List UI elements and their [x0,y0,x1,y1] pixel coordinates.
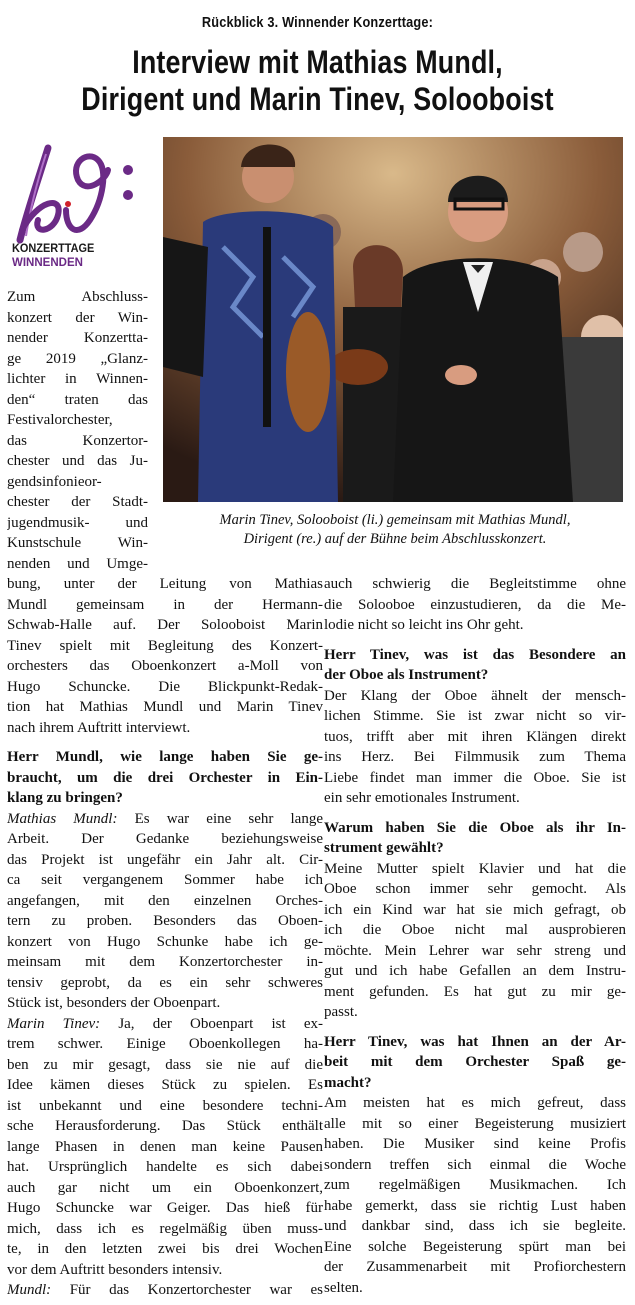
headline-line-1: Interview mit Mathias Mundl, [132,44,503,80]
answer-line: vor dem Auftritt besonders intensiv. [7,1261,223,1278]
answer-line: ich die Oboe nicht mal ausprobieren [324,922,626,938]
body-line: Schwab-Halle auf. Der Solooboist Marin [7,617,323,633]
intro-line: Zum Abschluss- [7,289,148,305]
answer-line: ment gefunden. Es hat gut zu mir ge- [324,983,626,1000]
answer-line: und dankbar sind, dass ich sie begleite. [324,1218,626,1234]
kicker: Rückblick 3. Winnender Konzerttage: [201,14,434,31]
answer-line: Der Klang der Oboe ähnelt der mensch- [324,687,626,704]
intro-line: ge 2019 „Glanz- [7,350,148,367]
answer-line: ben zu mir gesagt, dass sie nie auf die [7,1056,323,1073]
answer-line: Idee kämen dieses Stück zu spielen. Es [7,1077,323,1093]
intro-line: konzert der Win- [7,309,148,326]
answer-line: mich, dass ich es regelmäßig üben muss- [7,1220,323,1237]
intro-line: chester der Stadt- [7,494,148,510]
body-line: lodie nicht so leicht ins Ohr geht. [324,617,524,633]
answer-line: sche Herausforderung. Das Stück enthält [7,1118,323,1134]
speaker-mundl: Mathias Mundl: [7,810,118,827]
intro-line: nenden und Umge- [7,555,148,572]
body-line: bung, unter der Leitung von Mathias [7,576,323,592]
body-line: auch schwierig die Begleitstimme ohne [324,576,626,592]
answer-line: gut und ich habe Gefallen an dem Instru- [324,963,626,979]
answer-line: trem schwer. Einige Oboenkollegen ha- [7,1036,323,1052]
answer-line: möchte. Mein Lehrer war sehr streng und [324,942,626,959]
answer-line: konzert von Hugo Schunke habe ich ge- [7,933,323,950]
caption-line-1: Marin Tinev, Solooboist (li.) gemeinsam mit Mathias Mundl, [219,512,571,528]
intro-line: nender Konzertta- [7,330,148,346]
answer-line: habe gemerkt, dass sie richtig Lust haben [324,1197,626,1214]
answer-line: Eine solche Begeisterung spürt man bei [324,1238,626,1255]
answer-line: ein sehr emotionales Instrument. [324,790,520,806]
intro-line: jugendmusik- und [7,514,148,531]
answer-line: sondern treffen sich einmal die Woche [324,1156,626,1173]
question-line: Herr Tinev, was ist das Besondere an [324,646,626,663]
answer-line: haben. Die Musiker sind keine Profis [324,1136,626,1152]
question-line: Herr Tinev, was hat Ihnen an der Ar- [324,1033,626,1050]
intro-line: chester und das Ju- [7,453,148,469]
question-line: braucht, um die drei Orchester in Ein- [7,769,323,786]
answer-line: meinsam mit dem Konzertorchester in- [7,954,323,970]
intro-line: Festivalorchester, [7,412,113,428]
answer-line: selten. [324,1279,363,1296]
answer-line: passt. [324,1004,358,1020]
answer-line: alle mit so einer Begeisterung musiziert [324,1115,626,1132]
question-line: Herr Mundl, wie lange haben Sie ge- [7,749,323,765]
answer-line: Am meisten hat es mich gefreut, dass [324,1095,626,1111]
question-line: klang zu bringen? [7,790,123,806]
question-1 [7,747,323,809]
answer-line: auch gar nicht um ein Oboenkonzert, [7,1179,323,1196]
caption-line-2: Dirigent (re.) auf der Bühne beim Abschlusskonzert. [243,531,547,547]
body-line: nach ihrem Auftritt interviewt. [7,719,191,736]
answer-text: Es war eine sehr lange [117,810,323,827]
question-line: der Oboe als Instrument? [324,667,489,683]
intro-text [7,287,148,574]
answer-line: tern zu proben. Besonders das Oboen- [7,913,323,929]
answer-line: lange Phasen in denen man keine Pausen [7,1138,323,1155]
answer-line: lichen Stimme. Sie ist zwar nicht so vir- [324,708,626,724]
answer-text: Ja, der Oboenpart ist ex- [100,1015,323,1032]
question-2 [324,645,626,686]
speaker-mundl-short: Mundl: [7,1282,52,1298]
answer-line: ich ein Kind war hat sie mich gefragt, ob [324,901,626,918]
question-3 [324,818,626,859]
intro-line: den“ traten das [7,391,148,408]
photo-caption [160,511,630,549]
question-line: beit mit dem Orchester Spaß ge- [324,1054,626,1070]
answer-line: der Zusammenarbeit mit Profiorchestern [324,1259,626,1275]
answer-line: tensiv geprobt, da es ein sehr schweres [7,974,323,991]
answer-line: ist unbekannt und eine besondere techni- [7,1097,323,1114]
body-line: tion hat Mathias Mundl und Marin Tinev [7,699,323,715]
body-line: Mundl gemeinsam in der Hermann- [7,596,323,613]
answer-line: ca seit vergangenem Sommer habe ich [7,872,323,888]
intro-line: Kunstschule Win- [7,535,148,551]
answer-line [7,1014,323,1035]
answer-line: angefangen, mit den einzelnen Orches- [7,892,323,909]
concert-photo [163,137,623,502]
answer-line: Arbeit. Der Gedanke beziehungsweise [7,831,323,847]
body-line: Tinev spielt mit Begleitung des Konzert- [7,637,323,654]
question-line: strument gewählt? [324,840,444,856]
question-4 [324,1032,626,1094]
headline [51,44,584,118]
answer-line: ins Herz. Bei Filmmusik zum Thema [324,749,626,765]
body-line: die Solooboe einzustudieren, da die Me- [324,596,626,613]
answer-line: das Projekt ist ungefähr ein Jahr alt. Cir- [7,851,323,868]
headline-line-2: Dirigent und Marin Tinev, Solooboist [81,81,554,117]
answer-line: hat. Ursprünglich handelte es sich dabei [7,1159,323,1175]
answer-text: Für das Konzertorchester war es [51,1282,323,1298]
speaker-tinev: Marin Tinev: [7,1015,101,1032]
intro-line: gendsinfonieor- [7,473,102,490]
answer-line: Hugo Schuncke war Geiger. Das hieß für [7,1200,323,1216]
answer-line: zum regelmäßigen Musikmachen. Ich [324,1177,626,1193]
body-line: orchesters das Oboenkonzert a-Moll von [7,658,323,674]
intro-line: lichter in Winnen- [7,371,148,387]
answer-line: te, in den letzten zwei bis drei Wochen [7,1241,323,1257]
logo-line-2: WINNENDEN [12,257,83,269]
answer-line: Meine Mutter spielt Klavier und hat die [324,860,626,877]
answer-line: Stück ist, besonders der Oboenpart. [7,995,221,1011]
question-line: Warum haben Sie die Oboe als ihr In- [324,819,626,836]
answer-line: Liebe findet man immer die Oboe. Sie ist [324,769,626,786]
answer-line: tuos, trifft aber mit ihren Klängen direkt [324,728,626,745]
question-line: macht? [324,1074,372,1091]
answer-line: Oboe schon immer sehr gemocht. Als [324,881,626,897]
logo-line-1: KONZERTTAGE [12,243,95,255]
answer-line [7,1280,323,1301]
intro-line: das Konzertor- [7,432,148,449]
article-column-right [324,574,626,1298]
article-column-left [7,574,323,1301]
logo-mark-icon [8,140,148,250]
answer-line [7,809,323,830]
body-line: Hugo Schuncke. Die Blickpunkt-Redak- [7,678,323,695]
